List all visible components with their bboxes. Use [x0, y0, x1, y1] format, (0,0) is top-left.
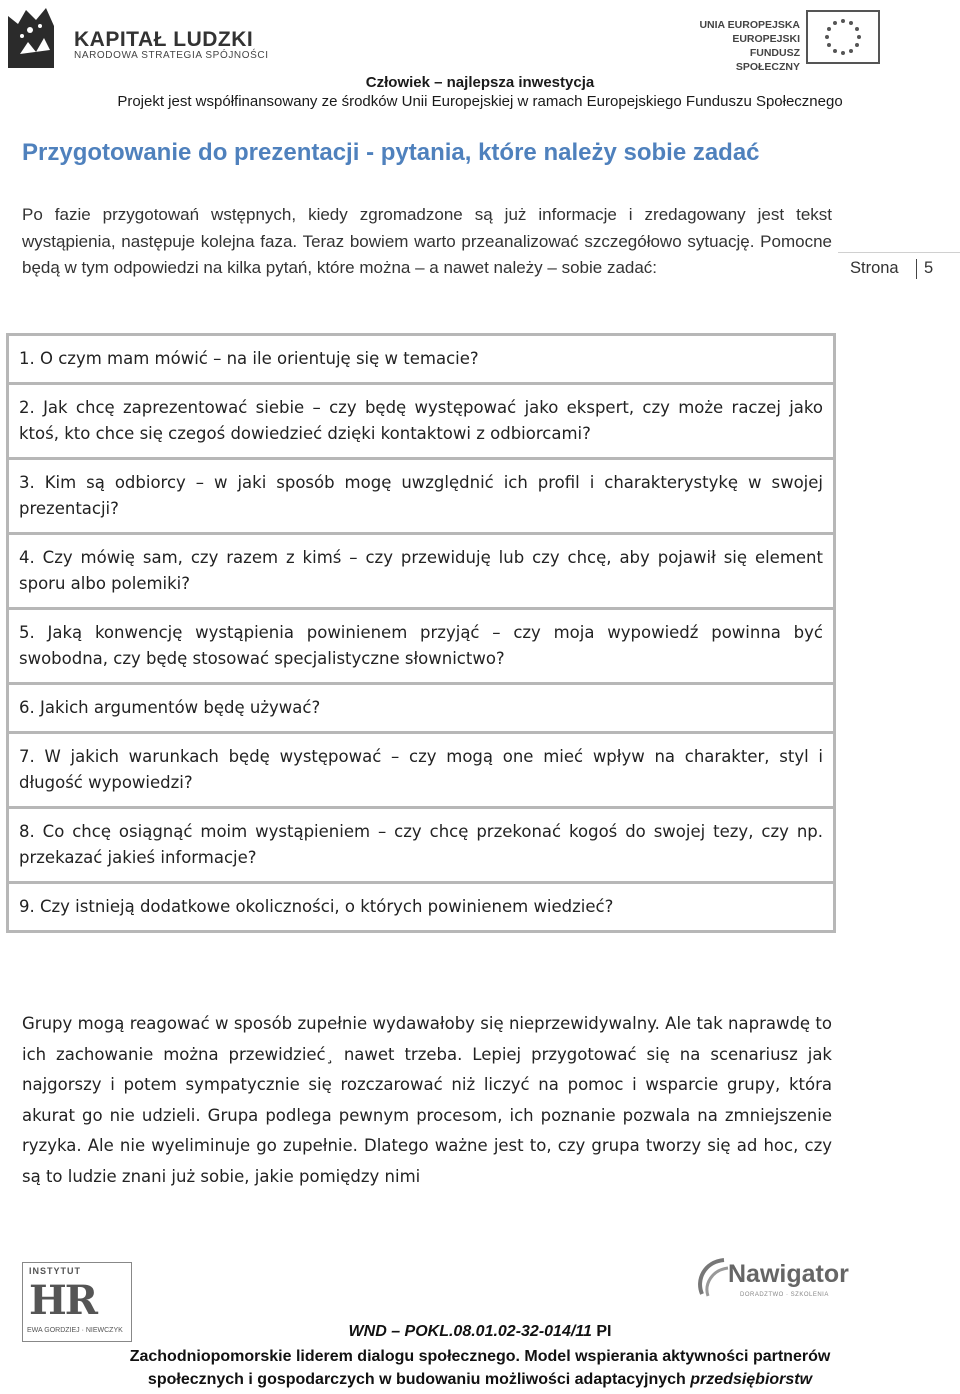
footer-code-suffix: PI	[591, 1323, 612, 1340]
question-8: 8. Co chcę osiągnąć moim wystąpieniem – czy chcę przekonać kogoś do swojej tezy, czy np. przekazać jakieś informacje?	[8, 808, 835, 883]
footer-line2-italic: przedsiębiorstw	[690, 1371, 813, 1388]
eu-logo-line2: EUROPEJSKI	[732, 33, 800, 45]
question-6: 6. Jakich argumentów będę używać?	[8, 684, 835, 733]
footer-line2-text: społecznych i gospodarczych w budowaniu możliwości adaptacyjnych	[147, 1371, 691, 1388]
page-number: 5	[924, 259, 934, 277]
header-project-line: Projekt jest współfinansowany ze środków Unii Europejskiej w ramach Europejskiego Funduszu Społecznego	[117, 93, 843, 110]
intro-paragraph: Po fazie przygotowań wstępnych, kiedy zgromadzone są już informacje i zredagowany jest tekst wystąpienia, następuje kolejna faza. Teraz bowiem warto przeanalizować szczegółowo sytuację. Pomocne będą w tym odpowiedzi na kilka pytań, które można – a nawet należy – sobie zadać:	[22, 205, 832, 277]
nawigator-name: Nawigator	[728, 1260, 849, 1288]
page-label: Strona	[850, 259, 899, 277]
kapital-ludzki-flag-icon	[6, 6, 56, 72]
question-2: 2. Jak chcę zaprezentować siebie – czy będę występować jako ekspert, czy może raczej jako ktoś, kto chce się czegoś dowiedzieć dzięki kontaktowi z odbiorcami?	[8, 384, 835, 459]
questions-table	[6, 333, 836, 933]
nawigator-tagline: DORADZTWO · SZKOLENIA	[740, 1292, 829, 1298]
question-7: 7. W jakich warunkach będę występować – czy mogą one mieć wpływ na charakter, styl i długość wypowiedzi?	[8, 733, 835, 808]
question-1: 1. O czym mam mówić – na ile orientuję się w temacie?	[8, 335, 835, 384]
instytut-hr-letters: HR	[29, 1277, 97, 1324]
page-title: Przygotowanie do prezentacji - pytania, które należy sobie zadać	[22, 139, 760, 166]
question-5: 5. Jaką konwencję wystąpienia powinienem przyjąć – czy moja wypowiedź powinna być swobodna, czy będę stosować specjalistyczne słownictwo?	[8, 609, 835, 684]
footer-code: WND – POKL.08.01.02-32-014/11	[348, 1323, 592, 1340]
page-separator	[916, 259, 917, 279]
instytut-hr-label: INSTYTUT	[29, 1266, 81, 1276]
kapital-ludzki-subtitle: NARODOWA STRATEGIA SPÓJNOŚCI	[74, 50, 269, 61]
question-4: 4. Czy mówię sam, czy razem z kimś – czy przewiduję lub czy chcę, aby pojawił się element sporu albo polemiki?	[8, 534, 835, 609]
eu-logo-line3: FUNDUSZ SPOŁECZNY	[735, 47, 800, 73]
eu-logo	[696, 10, 886, 73]
footer-project-code	[0, 1323, 960, 1341]
footer-line1: Zachodniopomorskie liderem dialogu społecznego. Model wspierania aktywności partnerów	[129, 1348, 831, 1365]
kapital-ludzki-logo	[4, 2, 269, 74]
eu-flag-icon	[806, 10, 880, 64]
eu-logo-line1: UNIA EUROPEJSKA	[699, 19, 800, 31]
footer-line2	[0, 1371, 960, 1389]
question-3: 3. Kim są odbiorcy – w jaki sposób mogę uwzględnić ich profil i charakterystykę w swojej prezentacji?	[8, 459, 835, 534]
page-marker	[838, 252, 960, 285]
eu-logo-text	[696, 18, 800, 74]
question-9: 9. Czy istnieją dodatkowe okoliczności, o których powinienem wiedzieć?	[8, 883, 835, 932]
instytut-hr-name: EWA GORDZIEJ · NIEWCZYK	[27, 1327, 123, 1334]
header-slogan: Człowiek – najlepsza inwestycja	[365, 74, 595, 91]
closing-paragraph: Grupy mogą reagować w sposób zupełnie wydawałoby się nieprzewidywalny. Ale tak naprawdę to ich zachowanie można przewidzieć¸ nawet trzeba. Lepiej przygotować się na scenariusz jak najgorszy i potem sympatycznie się rozczarować niż liczyć na pomoc i wsparcie grupy, która akurat go nie udzieli. Grupa podlega pewnym procesom, ich poznanie pozwala na zmniejszenie ryzyka. Ale nie wyeliminuje go zupełnie. Dlatego ważne jest to, czy grupa tworzy się ad hoc, czy są to ludzie znani już sobie, jakie pomiędzy nimi	[22, 1014, 832, 1186]
kapital-ludzki-title: KAPITAŁ LUDZKI	[74, 28, 254, 51]
nawigator-logo	[694, 1250, 849, 1310]
